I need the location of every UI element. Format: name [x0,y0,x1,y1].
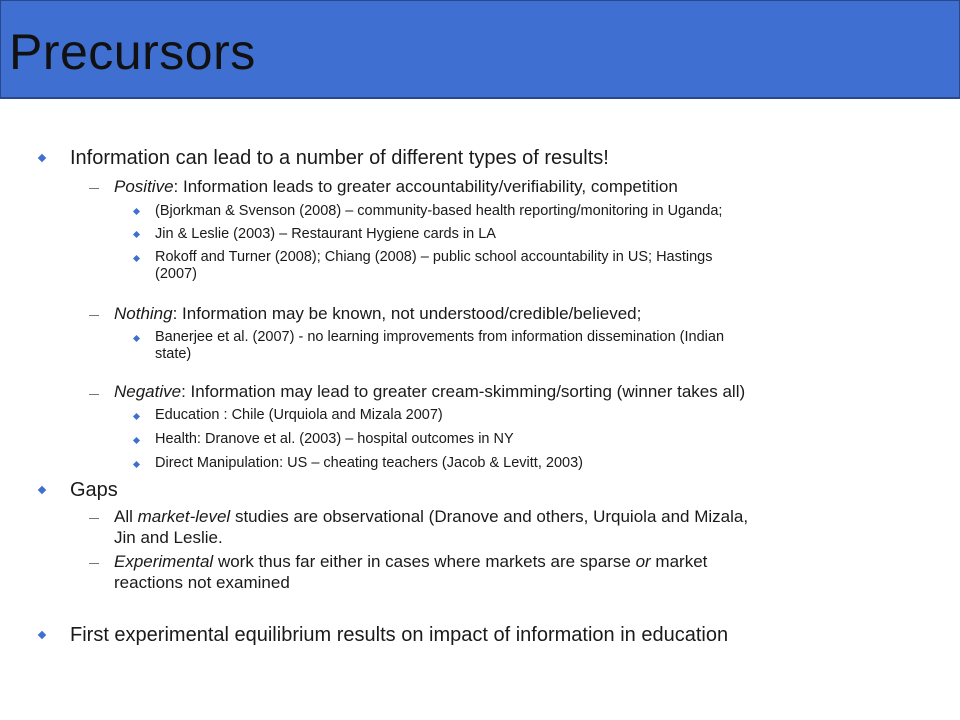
gaps-item-market-level-continued: Jin and Leslie. [114,528,223,547]
positive-label: Positive [114,177,174,196]
nothing-label: Nothing [114,304,173,323]
diamond-bullet-icon [38,154,46,162]
gaps-item-market-level [114,507,748,527]
dash-bullet-icon [89,563,99,564]
item-bjorkman-svenson: (Bjorkman & Svenson (2008) – community-based health reporting/monitoring in Uganda; [155,203,723,219]
diamond-bullet-icon [38,631,46,639]
item-jin-leslie: Jin & Leslie (2003) – Restaurant Hygiene cards in LA [155,226,496,242]
item-education-chile: Education : Chile (Urquiola and Mizala 2007) [155,407,443,423]
nothing-text: : Information may be known, not understood/credible/believed; [172,304,642,323]
dash-bullet-icon [89,315,99,316]
diamond-bullet-icon [133,437,140,444]
item-direct-manipulation: Direct Manipulation: US – cheating teachers (Jacob & Levitt, 2003) [155,455,583,471]
gaps-item-1-post: studies are observational (Dranove and others, Urquiola and Mizala, [230,507,749,526]
gaps-item-1-pre: All [114,507,138,526]
bullet-information-results: Information can lead to a number of different types of results! [70,147,609,169]
diamond-bullet-icon [38,486,46,494]
gaps-item-2-post: market [650,552,708,571]
gaps-item-2-em2: or [635,552,651,571]
item-rokoff-turner: Rokoff and Turner (2008); Chiang (2008) – public school accountability in US; Hastings [155,249,713,265]
sub-bullet-nothing [114,304,641,324]
gaps-item-2-em1: Experimental [114,552,214,571]
diamond-bullet-icon [133,461,140,468]
title-bar [0,0,960,99]
page-title: Precursors [9,24,256,80]
dash-bullet-icon [89,518,99,519]
sub-bullet-negative [114,382,745,402]
diamond-bullet-icon [133,231,140,238]
gaps-item-1-em: market-level [137,507,231,526]
item-rokoff-turner-continued: (2007) [155,266,197,282]
negative-label: Negative [114,382,182,401]
sub-bullet-positive [114,177,678,197]
gaps-item-2-mid: work thus far either in cases where markets are sparse [213,552,636,571]
negative-text: : Information may lead to greater cream-skimming/sorting (winner takes all) [181,382,746,401]
diamond-bullet-icon [133,255,140,262]
gaps-item-experimental [114,552,707,572]
positive-text: : Information leads to greater accountability/verifiability, competition [173,177,678,196]
item-banerjee-continued: state) [155,346,192,362]
diamond-bullet-icon [133,208,140,215]
bullet-gaps: Gaps [70,479,118,501]
diamond-bullet-icon [133,335,140,342]
item-health-dranove: Health: Dranove et al. (2003) – hospital outcomes in NY [155,431,514,447]
item-banerjee: Banerjee et al. (2007) - no learning improvements from information dissemination (Indian [155,329,725,345]
dash-bullet-icon [89,188,99,189]
bullet-first-experimental: First experimental equilibrium results on impact of information in education [70,624,729,646]
gaps-item-experimental-continued: reactions not examined [114,573,290,592]
dash-bullet-icon [89,394,99,395]
diamond-bullet-icon [133,413,140,420]
